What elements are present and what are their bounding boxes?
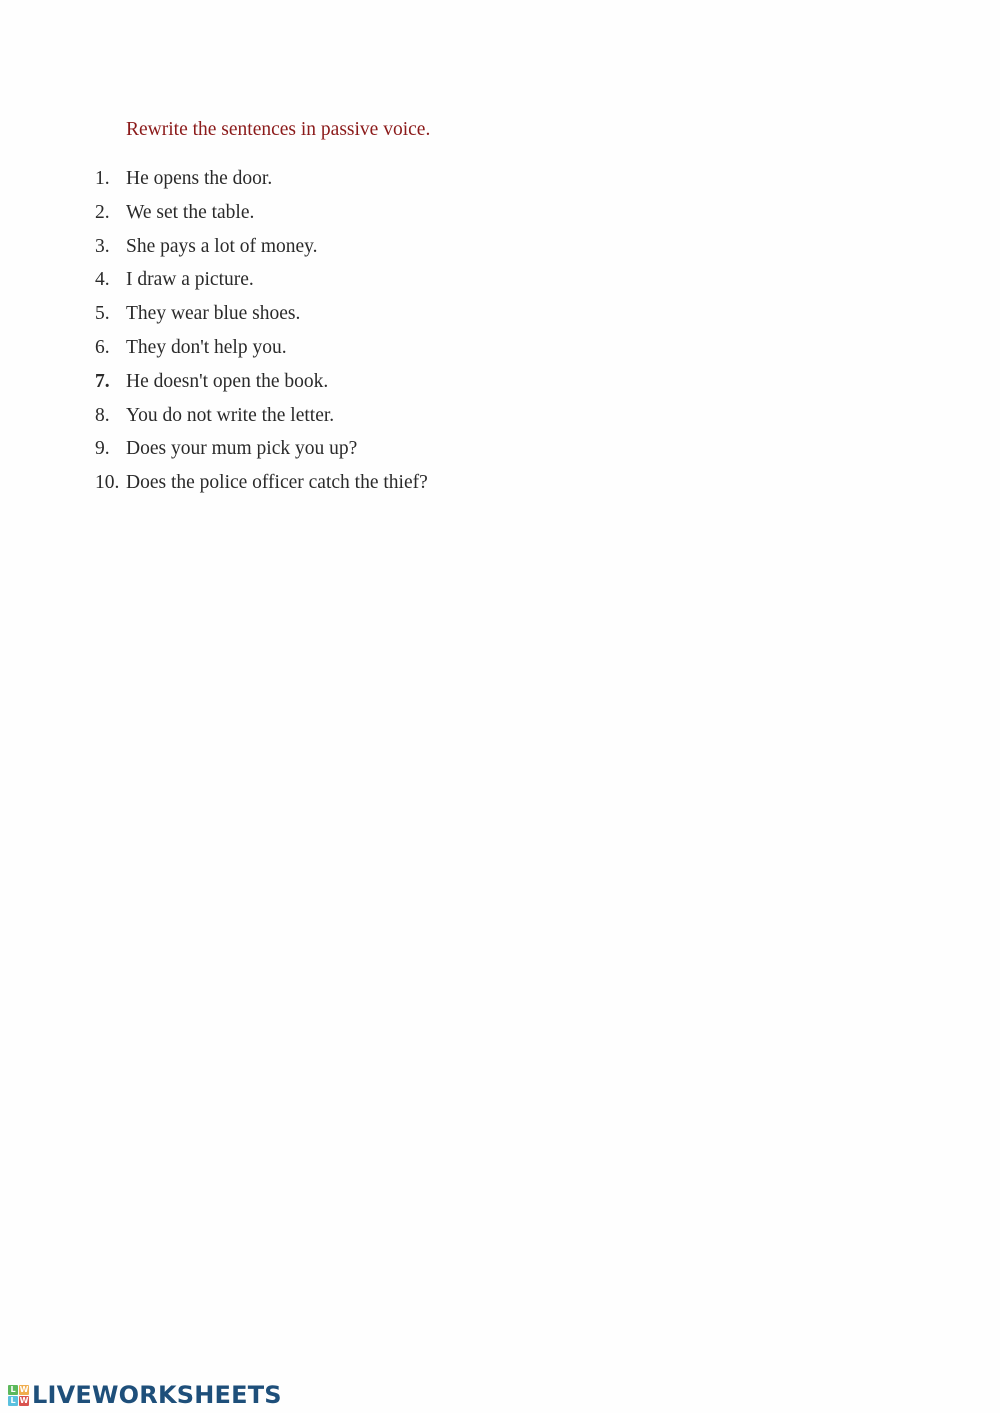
- question-text: I draw a picture.: [126, 269, 254, 291]
- question-item: [95, 438, 428, 472]
- question-number: 1.: [95, 168, 110, 189]
- question-text: He doesn't open the book.: [126, 370, 329, 392]
- instruction-heading: Rewrite the sentences in passive voice.: [126, 119, 431, 140]
- question-number: 10.: [95, 472, 120, 494]
- question-number: 7.: [95, 370, 110, 392]
- question-item: [95, 405, 428, 439]
- question-number: 4.: [95, 269, 110, 291]
- logo-mark-cell: W: [19, 1384, 29, 1394]
- question-number: 8.: [95, 404, 110, 426]
- question-item: [95, 303, 428, 337]
- logo-mark-cell: W: [19, 1395, 29, 1405]
- liveworksheets-logo[interactable]: [8, 1381, 282, 1409]
- question-text: They wear blue shoes.: [126, 303, 301, 325]
- logo-mark-icon: [8, 1385, 29, 1406]
- question-text: Does your mum pick you up?: [126, 438, 358, 460]
- question-number: 2.: [95, 201, 110, 223]
- question-text: Does the police officer catch the thief?: [126, 472, 428, 494]
- question-number: 9.: [95, 438, 110, 460]
- question-item: [95, 269, 428, 303]
- question-item: [95, 168, 428, 202]
- question-text: He opens the door.: [126, 168, 273, 189]
- question-text: You do not write the letter.: [126, 404, 335, 426]
- question-number: 6.: [95, 336, 110, 358]
- question-item: [95, 371, 428, 405]
- question-number: 5.: [95, 303, 110, 325]
- question-item: [95, 337, 428, 371]
- question-item: [95, 202, 428, 236]
- logo-mark-cell: L: [8, 1385, 18, 1395]
- logo-mark-cell: L: [8, 1396, 18, 1406]
- question-number: 3.: [95, 235, 110, 257]
- question-text: She pays a lot of money.: [126, 235, 318, 257]
- question-text: We set the table.: [126, 201, 255, 223]
- question-list: [95, 168, 428, 506]
- question-text: They don't help you.: [126, 336, 287, 358]
- question-item: [95, 236, 428, 270]
- logo-text: LIVEWORKSHEETS: [32, 1381, 282, 1409]
- question-item: [95, 472, 428, 506]
